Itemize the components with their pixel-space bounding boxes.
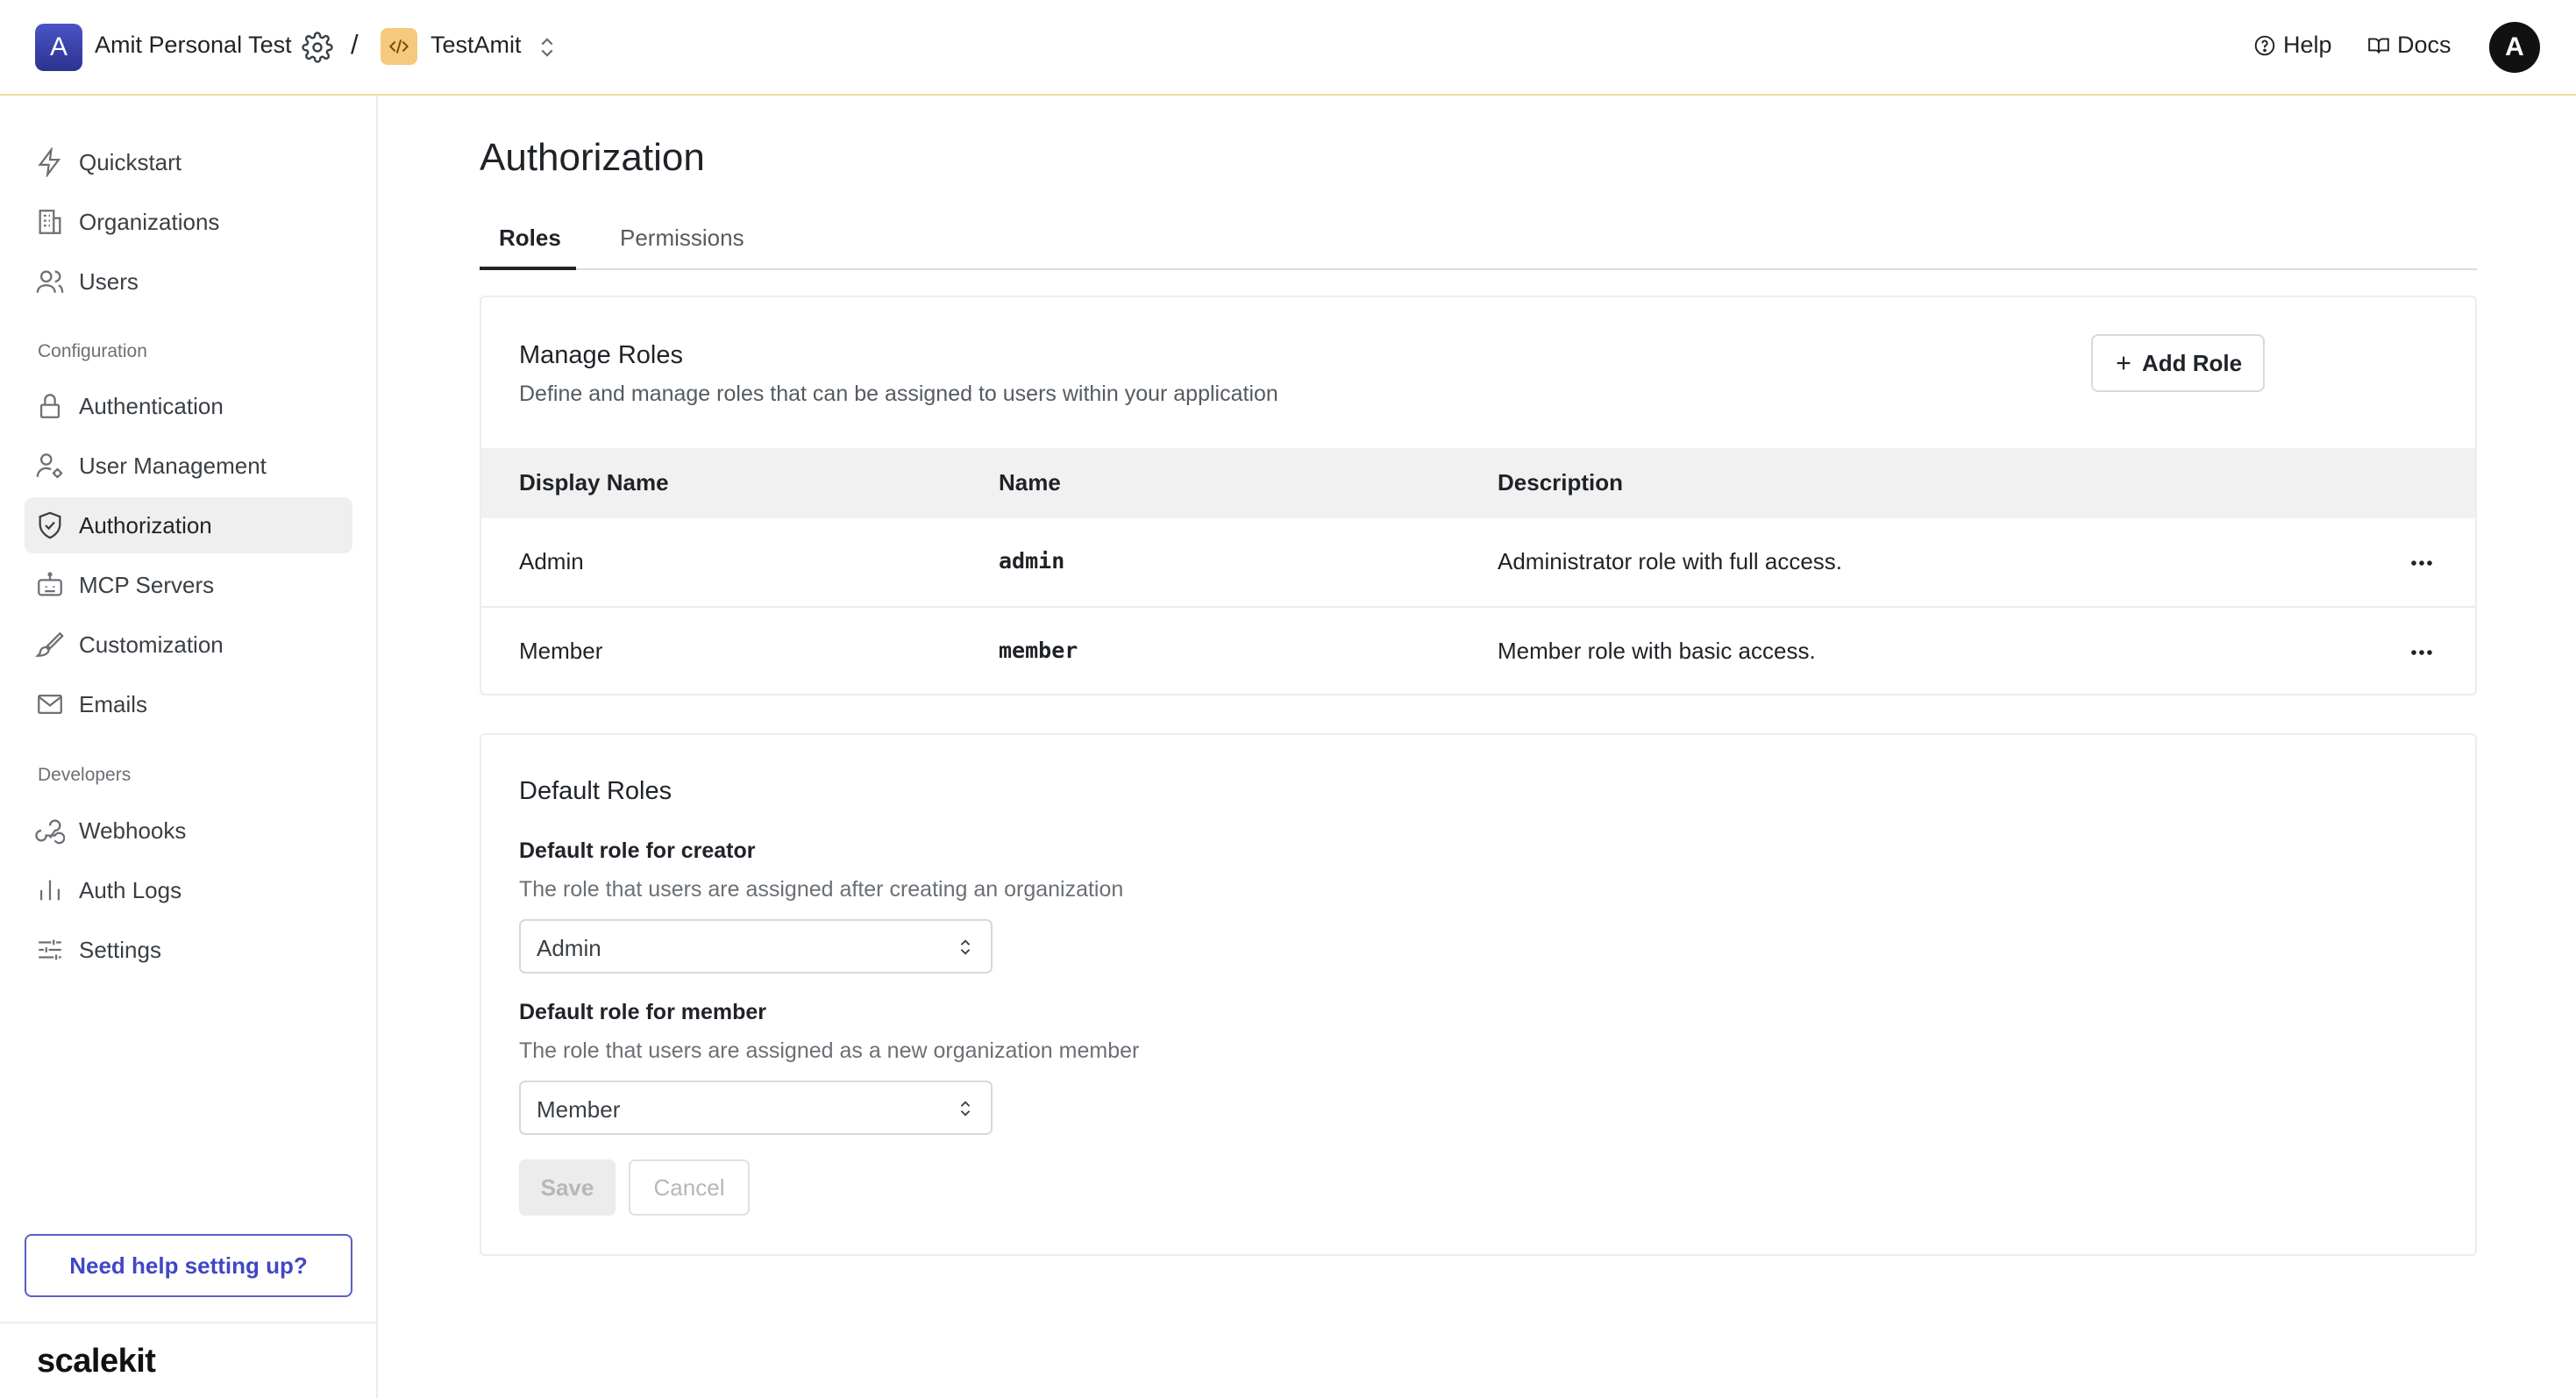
active-tab-indicator xyxy=(480,267,576,270)
sidebar-item-organizations[interactable] xyxy=(25,194,352,250)
sidebar-item-label: Authentication xyxy=(79,393,224,419)
default-roles-title: Default Roles xyxy=(519,777,672,805)
book-icon xyxy=(2367,34,2390,57)
brush-icon xyxy=(35,630,65,660)
tab-permissions[interactable]: Permissions xyxy=(620,225,744,251)
sliders-icon xyxy=(35,935,65,965)
sidebar-item-label: Quickstart xyxy=(79,149,182,175)
tab-bar xyxy=(480,210,2477,270)
role-display-name: Member xyxy=(519,638,603,664)
cancel-button[interactable]: Cancel xyxy=(629,1159,750,1216)
need-help-button[interactable]: Need help setting up? xyxy=(25,1234,352,1297)
sidebar-item-label: User Management xyxy=(79,453,267,479)
workspace-name[interactable]: Amit Personal Test xyxy=(95,32,292,58)
role-name: member xyxy=(999,638,1078,663)
environment-name[interactable]: TestAmit xyxy=(431,32,522,58)
user-avatar[interactable]: A xyxy=(2489,22,2540,73)
sidebar-item-label: Auth Logs xyxy=(79,877,182,903)
sidebar-item-label: MCP Servers xyxy=(79,572,215,598)
sidebar-item-customization[interactable] xyxy=(25,617,352,673)
table-row[interactable] xyxy=(481,606,2475,695)
question-circle-icon xyxy=(2253,34,2276,57)
sidebar-item-label: Organizations xyxy=(79,209,220,235)
page-title: Authorization xyxy=(480,136,705,179)
member-role-value: Member xyxy=(537,1096,621,1123)
chevron-up-down-icon xyxy=(956,1096,975,1121)
chevron-up-down-icon[interactable] xyxy=(535,33,559,61)
manage-roles-subtitle: Define and manage roles that can be assigned to users within your application xyxy=(519,382,1278,406)
save-button[interactable]: Save xyxy=(519,1159,616,1216)
manage-roles-title: Manage Roles xyxy=(519,341,683,369)
shield-icon xyxy=(35,510,65,540)
role-description: Member role with basic access. xyxy=(1498,638,1816,664)
sidebar-item-users[interactable] xyxy=(25,253,352,310)
plus-icon xyxy=(2114,353,2133,373)
docs-link[interactable] xyxy=(2367,32,2451,59)
creator-role-help: The role that users are assigned after creating an organization xyxy=(519,877,1124,902)
column-header-name[interactable]: Name xyxy=(999,469,1061,496)
member-role-label: Default role for member xyxy=(519,1000,767,1024)
creator-role-select[interactable] xyxy=(519,919,993,974)
add-role-label: Add Role xyxy=(2141,349,2243,376)
sidebar-item-authentication[interactable] xyxy=(25,378,352,434)
sidebar xyxy=(0,96,378,1398)
more-horizontal-icon[interactable] xyxy=(2407,639,2437,666)
sidebar-item-authorization[interactable] xyxy=(25,497,352,553)
workspace-avatar[interactable]: A xyxy=(35,24,82,71)
docs-label: Docs xyxy=(2397,32,2451,58)
role-display-name: Admin xyxy=(519,548,584,574)
role-description: Administrator role with full access. xyxy=(1498,548,1843,574)
default-roles-card xyxy=(480,733,2477,1256)
user-gear-icon xyxy=(35,451,65,481)
column-header-display-name[interactable]: Display Name xyxy=(519,469,669,496)
bolt-icon xyxy=(35,147,65,177)
breadcrumb-separator: / xyxy=(351,29,359,60)
mail-icon xyxy=(35,689,65,719)
gear-icon[interactable] xyxy=(302,32,333,63)
sidebar-footer xyxy=(0,1322,378,1398)
robot-icon xyxy=(35,570,65,600)
sidebar-item-user-management[interactable] xyxy=(25,438,352,494)
lock-icon xyxy=(35,391,65,421)
section-label-developers: Developers xyxy=(38,765,132,785)
help-label: Help xyxy=(2283,32,2332,58)
webhook-icon xyxy=(35,816,65,845)
building-icon xyxy=(35,207,65,237)
manage-roles-card xyxy=(480,296,2477,695)
top-bar xyxy=(0,0,2576,96)
table-row[interactable] xyxy=(481,518,2475,608)
users-icon xyxy=(35,267,65,296)
member-role-help: The role that users are assigned as a new organization member xyxy=(519,1038,1140,1063)
sidebar-item-mcp-servers[interactable] xyxy=(25,557,352,613)
add-role-button[interactable] xyxy=(2091,334,2265,392)
sidebar-item-emails[interactable] xyxy=(25,676,352,732)
sidebar-item-label: Emails xyxy=(79,691,148,717)
creator-role-value: Admin xyxy=(537,935,601,961)
member-role-select[interactable] xyxy=(519,1081,993,1135)
role-name: admin xyxy=(999,548,1065,574)
sidebar-item-label: Customization xyxy=(79,631,224,658)
sidebar-item-label: Authorization xyxy=(79,512,212,539)
tab-roles[interactable]: Roles xyxy=(499,225,561,251)
sidebar-item-webhooks[interactable] xyxy=(25,802,352,859)
sidebar-item-quickstart[interactable] xyxy=(25,134,352,190)
sidebar-item-label: Settings xyxy=(79,937,161,963)
sidebar-item-settings[interactable] xyxy=(25,922,352,978)
creator-role-label: Default role for creator xyxy=(519,838,756,863)
column-header-description[interactable]: Description xyxy=(1498,469,1624,496)
code-icon xyxy=(381,28,417,65)
help-link[interactable] xyxy=(2253,32,2332,59)
brand-logo: scalekit xyxy=(37,1343,156,1380)
chevron-up-down-icon xyxy=(956,935,975,959)
sidebar-item-auth-logs[interactable] xyxy=(25,862,352,918)
more-horizontal-icon[interactable] xyxy=(2407,550,2437,576)
table-header xyxy=(481,448,2475,518)
section-label-configuration: Configuration xyxy=(38,341,147,361)
sidebar-item-label: Webhooks xyxy=(79,817,187,844)
sidebar-item-label: Users xyxy=(79,268,139,295)
bar-chart-icon xyxy=(35,875,65,905)
